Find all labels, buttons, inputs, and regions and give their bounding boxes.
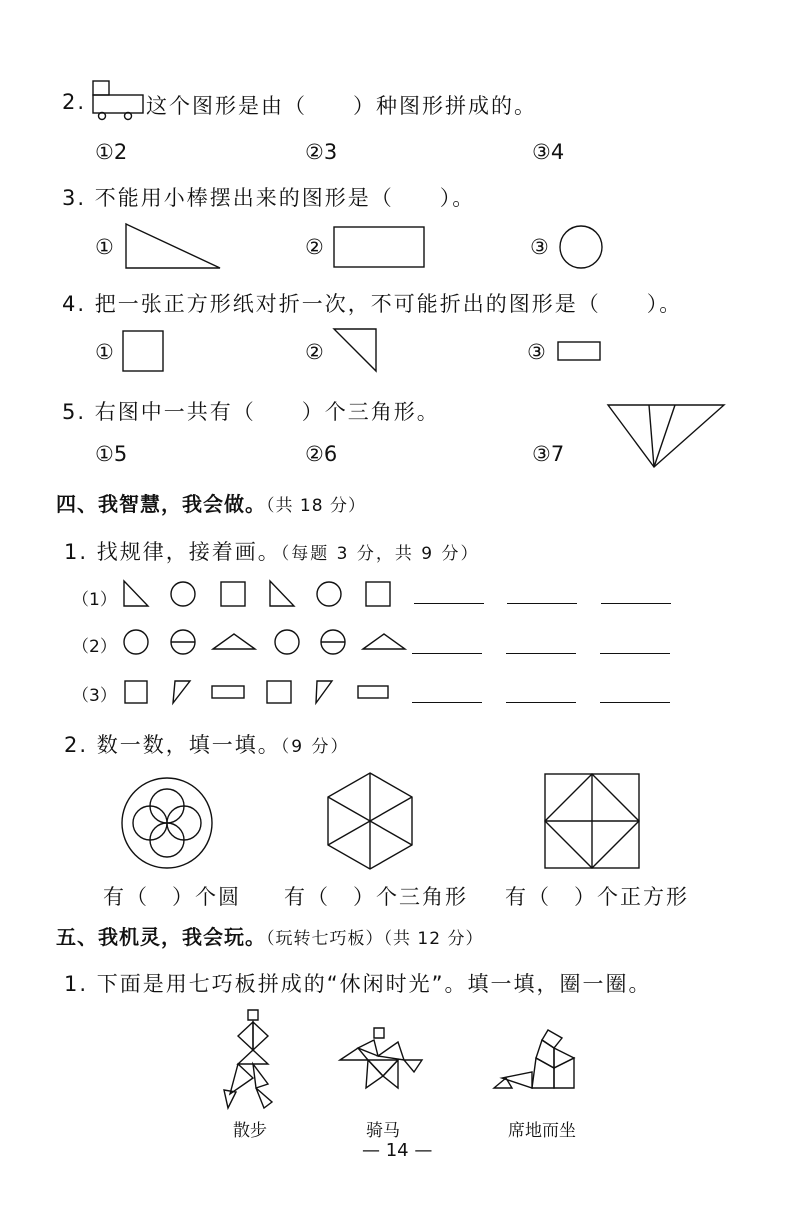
- answer-blank-3-3[interactable]: [600, 702, 670, 703]
- answer-triangles: 有（ ）个三角形: [284, 885, 468, 909]
- pattern-row-1: [120, 578, 400, 610]
- q4-marker-3: ③: [527, 340, 546, 364]
- tangram-walking-figure: [220, 1008, 280, 1113]
- tangram-horse-riding-label: 骑马: [366, 1121, 400, 1141]
- answer-blank-3-2[interactable]: [506, 702, 576, 703]
- q5-option-2: ②6: [305, 442, 338, 466]
- answer-blank-1-1[interactable]: [414, 603, 484, 604]
- thin-rectangle-figure: [557, 341, 601, 361]
- tangram-sitting-label: 席地而坐: [508, 1121, 576, 1141]
- section5-score: （玩转七巧板）（共 12 分）: [266, 929, 484, 949]
- answer-blank-2-2[interactable]: [506, 653, 576, 654]
- square-diamond-figure: [544, 773, 640, 869]
- s4-p2-score: （9 分）: [280, 737, 350, 757]
- answer-blank-1-3[interactable]: [601, 603, 671, 604]
- q4-marker-2: ②: [305, 340, 324, 364]
- q3-marker-3: ③: [530, 235, 549, 259]
- q4-marker-1: ①: [95, 340, 114, 364]
- answer-blank-2-3[interactable]: [600, 653, 670, 654]
- tangram-sitting-figure: [492, 1028, 588, 1090]
- s5-p1-title: 1. 下面是用七巧板拼成的“休闲时光”。填一填，圈一圈。: [64, 972, 652, 996]
- q5-option-3: ③7: [532, 442, 565, 466]
- answer-blank-1-2[interactable]: [507, 603, 577, 604]
- s4-p2-heading: [64, 729, 349, 759]
- s4-p2-title: 2. 数一数，填一填。: [64, 733, 281, 757]
- q2-option-2: ②3: [305, 140, 338, 164]
- pattern-row-1-label: （1）: [72, 590, 117, 610]
- train-figure: [92, 80, 144, 120]
- section4-title: 四、我智慧，我会做。: [56, 492, 266, 516]
- folded-triangle-figure: [333, 328, 377, 372]
- s4-p1-title: 1. 找规律，接着画。: [64, 540, 281, 564]
- hexagon-figure: [327, 771, 413, 871]
- section5-heading: [56, 921, 483, 950]
- tangram-walking-label: 散步: [233, 1121, 267, 1141]
- q2-text: 这个图形是由（ ）种图形拼成的。: [146, 94, 537, 118]
- s4-p1-heading: [64, 536, 479, 566]
- circle-figure: [559, 225, 603, 269]
- q3-marker-2: ②: [305, 235, 324, 259]
- s4-p1-score: （每题 3 分，共 9 分）: [280, 544, 480, 564]
- fan-triangles-figure: [607, 403, 725, 469]
- answer-blank-3-1[interactable]: [412, 702, 482, 703]
- pattern-row-2: [120, 626, 410, 658]
- pattern-row-2-label: （2）: [72, 637, 117, 657]
- answer-circles: 有（ ）个圆: [103, 885, 241, 909]
- square-figure: [122, 330, 164, 372]
- q2-number: 2.: [62, 90, 87, 114]
- page-number: — 14 —: [362, 1140, 433, 1161]
- section5-title: 五、我机灵，我会玩。: [56, 925, 266, 949]
- q3-marker-1: ①: [95, 235, 114, 259]
- answer-blank-2-1[interactable]: [412, 653, 482, 654]
- pattern-row-3-label: （3）: [72, 686, 117, 706]
- circles-figure: [120, 776, 214, 870]
- right-triangle-figure: [125, 223, 221, 269]
- q2-option-1: ①2: [95, 140, 128, 164]
- rectangle-figure: [333, 226, 425, 268]
- q4-text: 4. 把一张正方形纸对折一次，不可能折出的图形是（ ）。: [62, 292, 683, 316]
- q2-option-3: ③4: [532, 140, 565, 164]
- pattern-row-3: [120, 676, 400, 708]
- q3-text: 3. 不能用小棒摆出来的图形是（ ）。: [62, 186, 476, 210]
- answer-squares: 有（ ）个正方形: [505, 885, 689, 909]
- section4-heading: [56, 488, 366, 517]
- section4-score: （共 18 分）: [266, 496, 366, 516]
- q5-option-1: ①5: [95, 442, 128, 466]
- q5-text: 5. 右图中一共有（ ）个三角形。: [62, 400, 440, 424]
- tangram-horse-riding-figure: [338, 1026, 428, 1090]
